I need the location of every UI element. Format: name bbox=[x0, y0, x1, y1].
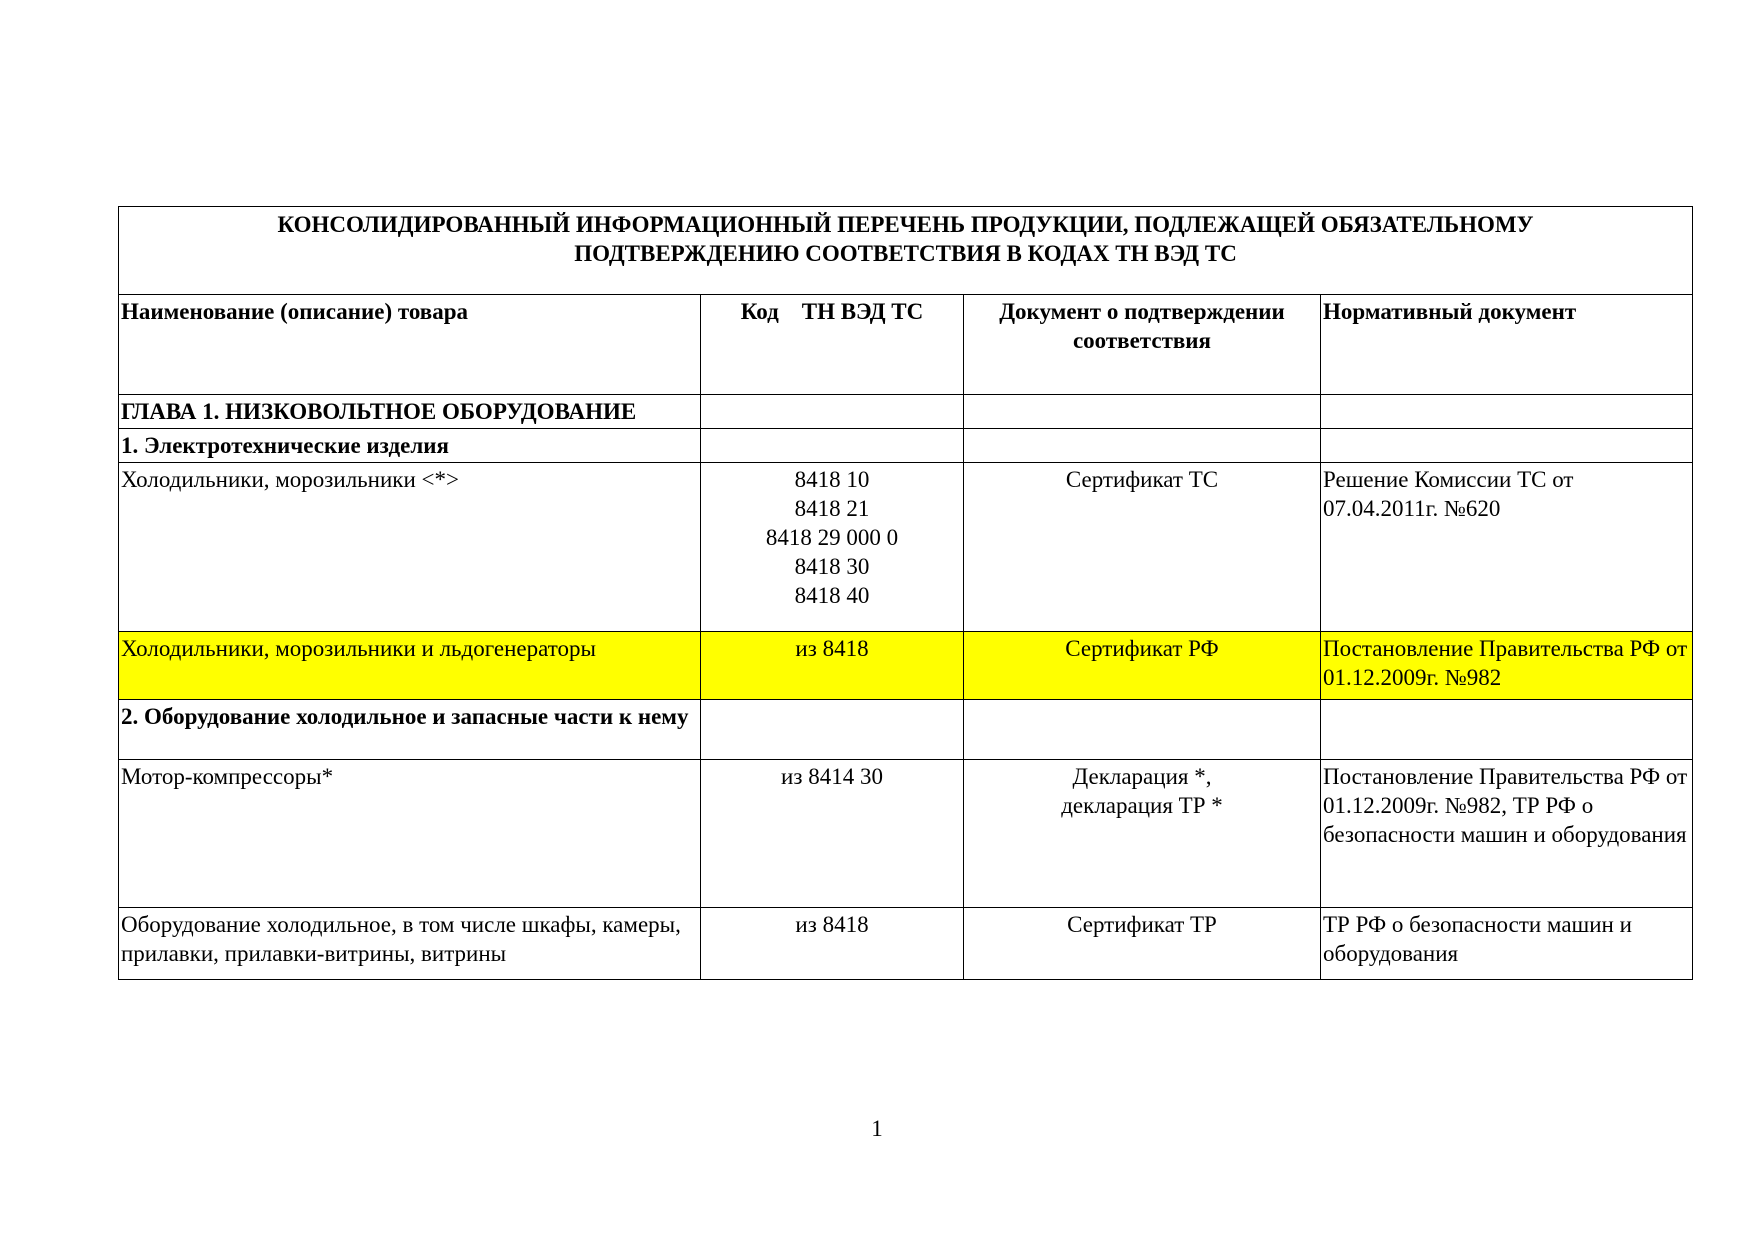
table-row bbox=[119, 463, 1693, 632]
section-empty-cell bbox=[964, 700, 1321, 760]
section-row bbox=[119, 429, 1693, 463]
document-title-line-2: ПОДТВЕРЖДЕНИЮ СООТВЕТСТВИЯ В КОДАХ ТН ВЭД ТС bbox=[574, 241, 1237, 266]
product-name-cell: Холодильники, морозильники и льдогенераторы bbox=[119, 632, 701, 700]
header-normative-document: Нормативный документ bbox=[1321, 295, 1693, 395]
conformity-document-cell: Сертификат ТР bbox=[964, 908, 1321, 980]
code-cell: из 8418 bbox=[701, 632, 964, 700]
table-title-row bbox=[119, 207, 1693, 295]
header-conformity-document: Документ о подтверждении соответствия bbox=[964, 295, 1321, 395]
section-empty-cell bbox=[1321, 700, 1693, 760]
code-cell bbox=[701, 463, 964, 632]
section-empty-cell bbox=[701, 700, 964, 760]
conformity-document-line-2: декларация ТР * bbox=[1061, 793, 1223, 818]
normative-document-cell: Постановление Правительства РФ от 01.12.2009г. №982 bbox=[1321, 632, 1693, 700]
normative-document-cell: ТР РФ о безопасности машин и оборудования bbox=[1321, 908, 1693, 980]
code-line: 8418 21 bbox=[794, 496, 870, 521]
code-cell: из 8414 30 bbox=[701, 760, 964, 908]
document-title bbox=[119, 207, 1693, 295]
chapter-empty-cell bbox=[701, 395, 964, 429]
product-name-cell: Холодильники, морозильники <*> bbox=[119, 463, 701, 632]
document-title-line-1: КОНСОЛИДИРОВАННЫЙ ИНФОРМАЦИОННЫЙ ПЕРЕЧЕНЬ ПРОДУКЦИИ, ПОДЛЕЖАЩЕЙ ОБЯЗАТЕЛЬНОМУ bbox=[277, 212, 1534, 237]
table-row-highlighted bbox=[119, 632, 1693, 700]
page-number: 1 bbox=[871, 1116, 883, 1141]
header-product-name: Наименование (описание) товара bbox=[119, 295, 701, 395]
section-row bbox=[119, 700, 1693, 760]
chapter-title: ГЛАВА 1. НИЗКОВОЛЬТНОЕ ОБОРУДОВАНИЕ bbox=[119, 395, 701, 429]
conformity-document-cell bbox=[964, 760, 1321, 908]
section-title: 2. Оборудование холодильное и запасные части к нему bbox=[119, 700, 701, 760]
column-header-row bbox=[119, 295, 1693, 395]
chapter-row bbox=[119, 395, 1693, 429]
section-empty-cell bbox=[964, 429, 1321, 463]
section-empty-cell bbox=[701, 429, 964, 463]
code-line: 8418 10 bbox=[794, 467, 870, 492]
table-row bbox=[119, 760, 1693, 908]
code-cell: из 8418 bbox=[701, 908, 964, 980]
product-conformity-table bbox=[118, 206, 1693, 980]
section-empty-cell bbox=[1321, 429, 1693, 463]
chapter-empty-cell bbox=[964, 395, 1321, 429]
header-code: Код ТН ВЭД ТС bbox=[701, 295, 964, 395]
table-row bbox=[119, 908, 1693, 980]
product-name-cell: Оборудование холодильное, в том числе шкафы, камеры, прилавки, прилавки-витрины, витрины bbox=[119, 908, 701, 980]
conformity-document-cell: Сертификат ТС bbox=[964, 463, 1321, 632]
chapter-empty-cell bbox=[1321, 395, 1693, 429]
code-line: 8418 30 bbox=[794, 554, 870, 579]
conformity-document-cell: Сертификат РФ bbox=[964, 632, 1321, 700]
product-name-cell: Мотор-компрессоры* bbox=[119, 760, 701, 908]
normative-document-cell: Постановление Правительства РФ от 01.12.2009г. №982, ТР РФ о безопасности машин и оборудования bbox=[1321, 760, 1693, 908]
section-title: 1. Электротехнические изделия bbox=[119, 429, 701, 463]
code-line: 8418 40 bbox=[794, 583, 870, 608]
conformity-document-line-1: Декларация *, bbox=[1072, 764, 1212, 789]
code-line: 8418 29 000 0 bbox=[765, 525, 899, 550]
normative-document-cell: Решение Комиссии ТС от 07.04.2011г. №620 bbox=[1321, 463, 1693, 632]
